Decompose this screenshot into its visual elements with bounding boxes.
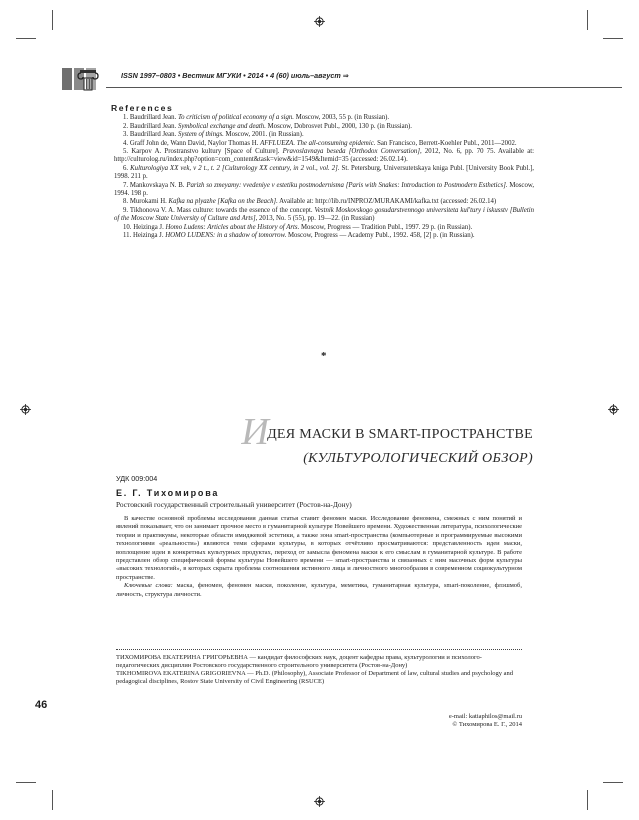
abstract-text: В качестве основной проблемы исследования данная статья ставит феномен маски. Исследование феномена, смежных с ним понятий и явлений показывает, что он занимает прочное место в гуманитарной культуре Новейшего времени. Художественная литература, психологические теории и практикумы, некоторые области имиджевой эстетики, а также зона smart-пространства (компьютерные и программируемые высокими технологиями «реальности») являются теми сферами культуры, в которых отчётливо просматриваются: представленность идеи маски, воплощение идеи в конкретных культурных продуктах, переход от замысла феномена маски к его смыслам в гуманитарной культуре. В работе представлен обзор специфической формы культуры Новейшего времени — smart-пространства и связанных с ним масочных форм культуры «высоких технологий», в которых скрыта проблема соотношения истинного лица и личностного многообразия в современном социокультурном пространстве. [116,515,522,581]
crop-mark [16,38,36,39]
crop-mark [587,10,588,30]
crop-mark [16,782,36,783]
reference-number: 2. [123,122,129,130]
references-list [114,114,534,240]
reference-title: Symbolical exchange and death. [177,122,266,130]
registration-mark-icon [314,16,325,27]
reference-title: Parizh so zmeyamy: vvedeniye v estetiku postmodernisma [Paris with Snakes: Introduction to Postmodern Esthetics]. [186,181,508,189]
author-bio [116,654,522,686]
reference-title: Kulturologiya XX vek, v 2 t., t. 2 [Culturology XX century, in 2 vol., vol. 2]. [130,164,340,172]
reference-authors: Karpov A. Prostranstvo kultury [Space of Culture]. [131,148,280,156]
reference-number: 3. [123,131,129,139]
udc-code: УДК 009:004 [116,474,158,483]
references-section [111,103,535,241]
reference-authors: Graff John de, Wann David, Naylor Thomas H. [129,139,259,147]
reference-item [114,207,534,224]
reference-number: 10. [123,223,132,231]
reference-item [114,165,534,182]
reference-item [114,224,534,232]
reference-item [114,232,534,240]
reference-details: Available at: http://lib.ru/INPROZ/MURAKAMI/kafka.txt (accessed: 26.02.14) [277,198,497,206]
reference-item [114,198,534,206]
reference-item [114,140,534,148]
reference-item [114,131,534,139]
reference-details: Moscow, Progress — Tradition Publ., 1997. 29 p. (in Russian). [299,223,473,231]
reference-title: Pravoslavnaya beseda [Orthodox Conversation] [282,148,420,156]
registration-mark-icon [314,796,325,807]
crop-mark [587,790,588,810]
reference-authors: Baudrillard Jean. [129,131,177,139]
references-heading: References [111,103,174,113]
reference-authors: Mankovskaya N. B. [129,181,185,189]
author-name: Е. Г. Тихомирова [116,488,220,498]
header-rule [106,87,622,88]
reference-number: 5. [123,148,129,156]
reference-details: Moscow, 2001. (in Russian). [223,131,304,139]
reference-number: 9. [123,206,129,214]
journal-line: ISSN 1997–0803 • Вестник МГУКИ • 2014 • 4 (60) июль–август ⇒ [121,71,349,80]
reference-authors: Baudrillard Jean. [129,122,177,130]
reference-title: Homo Ludens: Articles about the History of Arts. [165,223,300,231]
abstract [116,515,522,599]
column-capital-icon [62,66,110,92]
reference-item [114,148,534,165]
reference-number: 4. [123,139,129,147]
reference-item [114,114,534,122]
reference-number: 8. [123,198,129,206]
page-number: 46 [35,699,48,711]
crop-mark [603,38,623,39]
reference-details: San Francisco, Berrett-Koehler Publ., 2011—2002. [375,139,517,147]
copyright: © Тихомирова Е. Г., 2014 [452,721,522,728]
keywords-label: Ключевые слова: [124,582,173,590]
reference-title: Vestnik Moskovskogo gosudarstvennogo universiteta kul'tury i iskusstv [Bulletin of the Moscow State University of Culture and Arts] [114,206,534,223]
reference-details: Moscow, 2003, 55 p. (in Russian). [294,114,390,122]
reference-number: 6. [123,164,129,172]
reference-details: , 2013, No. 5 (55), pp. 19—22. (in Russian) [255,215,375,223]
reference-title: Kafka na plyazhe [Kafka on the Beach]. [168,198,278,206]
dotted-divider [116,649,522,650]
reference-details: St. Petersburg, Universutetskaya kniga Publ. [University Book Publ.], 1998. 211 p. [114,164,535,181]
reference-details: Moscow, Dobrosvet Publ., 2000, 130 p. (in Russian). [265,122,412,130]
reference-title: To criticism of political economy of a sign. [177,114,294,122]
reference-number: 1. [123,114,129,122]
reference-authors: Tikhonova V. A. Mass culture: towards the essence of the concept. [129,206,313,214]
reference-authors: Baudrillard Jean. [129,114,177,122]
running-header [62,70,622,88]
email: e-mail: katiaphilos@mail.ru [448,713,522,720]
registration-mark-icon [20,404,31,415]
reference-title: HOMO LUDENS: in a shadow of tomorrow. [165,232,287,240]
crop-mark [603,782,623,783]
author-contacts [449,713,522,729]
registration-mark-icon [608,404,619,415]
reference-details: Moscow, 1994. 198 p. [114,181,535,198]
crop-mark [52,790,53,810]
reference-item [114,182,534,199]
reference-details: Moscow, Progress — Academy Publ., 1992. 458, [2] p. (in Russian). [286,232,475,240]
article-title [241,404,533,467]
keywords [116,582,522,599]
reference-title: System of things. [177,131,224,139]
reference-number: 11. [123,232,132,240]
reference-number: 7. [123,181,129,189]
reference-authors: Murokami H. [129,198,167,206]
bio-ru: ТИХОМИРОВА ЕКАТЕРИНА ГРИГОРЬЕВНА — кандидат философских наук, доцент кафедры права, культурологии и психолого-педагогических дисциплин Ростовского государственного строительного университета (Ростов-на-Дону) [116,654,482,669]
title-line-1-text: ДЕЯ МАСКИ В SMART-ПРОСТРАНСТВЕ [267,427,533,442]
reference-authors: Heizinga J. [132,232,164,240]
section-separator: * [321,350,327,362]
reference-details: , 2012, No. 6, pp. 70 75. Available at: http://culturolog.ru/index.php?option=com_content&task=view&id=1549&Itemid=35 (accessed: 26.02.14). [114,148,534,164]
keywords-text: маска, феномен, феномен маски, поколение, культура, меметика, гуманитарная культура, smart-поколение, флэшмоб, личность, структура личности. [116,582,522,598]
title-initial: И [241,411,270,453]
reference-authors: Heizinga J. [133,223,164,231]
reference-item [114,123,534,131]
author-affiliation: Ростовский государственный строительный университет (Ростов-на-Дону) [116,500,352,509]
reference-title: AFFLUEZA. The all-consuming epidemic. [260,139,376,147]
crop-mark [52,10,53,30]
title-line-1 [241,404,533,453]
bio-en: TIKHOMIROVA EKATERINA GRIGORIEVNA — Ph.D. (Philosophy), Associate Professor of Department of law, cultural studies and psychology and pedagogical disciplines, Rostov State University of Civil Engineering (RSUCE) [116,670,513,685]
title-line-2: (КУЛЬТУРОЛОГИЧЕСКИЙ ОБЗОР) [303,451,533,466]
